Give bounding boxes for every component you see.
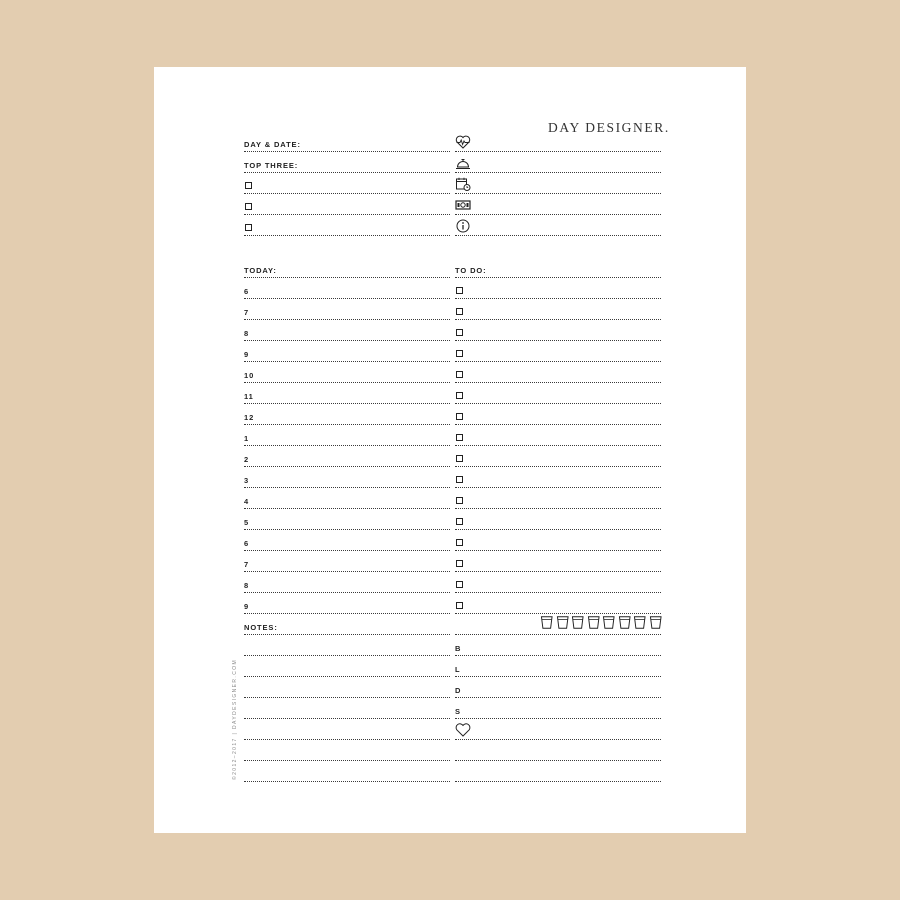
water-cup-icon[interactable] xyxy=(556,615,570,630)
hour-label: 11 xyxy=(244,391,254,401)
todo-checkbox[interactable] xyxy=(456,350,463,357)
hour-row[interactable] xyxy=(244,530,450,551)
meal-line-breakfast[interactable] xyxy=(455,635,661,656)
notes-line[interactable] xyxy=(244,740,450,761)
notes-line[interactable] xyxy=(244,719,450,740)
top-three-label: TOP THREE: xyxy=(244,160,299,170)
hour-row[interactable] xyxy=(244,446,450,467)
water-cup-icon[interactable] xyxy=(649,615,663,630)
todo-checkbox[interactable] xyxy=(456,287,463,294)
meal-line-dinner[interactable] xyxy=(455,677,661,698)
todo-item[interactable] xyxy=(455,467,661,488)
hour-row[interactable] xyxy=(244,383,450,404)
top-three-checkbox-1[interactable] xyxy=(245,182,252,189)
calendar-clock-icon xyxy=(455,177,471,191)
hour-label: 4 xyxy=(244,496,250,506)
todo-checkbox[interactable] xyxy=(456,329,463,336)
info-line[interactable] xyxy=(455,215,661,236)
hour-row[interactable] xyxy=(244,551,450,572)
todo-item[interactable] xyxy=(455,425,661,446)
todo-checkbox[interactable] xyxy=(456,392,463,399)
water-cup-icon[interactable] xyxy=(587,615,601,630)
todo-item[interactable] xyxy=(455,551,661,572)
schedule-line[interactable] xyxy=(455,173,661,194)
todo-checkbox[interactable] xyxy=(456,413,463,420)
hour-row[interactable] xyxy=(244,404,450,425)
notes-line[interactable] xyxy=(455,761,661,782)
hour-row[interactable] xyxy=(244,425,450,446)
notes-line[interactable] xyxy=(455,740,661,761)
hour-label: 3 xyxy=(244,475,250,485)
todo-item[interactable] xyxy=(455,278,661,299)
meal-label: B xyxy=(455,643,462,653)
water-cup-icon[interactable] xyxy=(602,615,616,630)
notes-line[interactable] xyxy=(244,677,450,698)
todo-checkbox[interactable] xyxy=(456,476,463,483)
water-cup-icon[interactable] xyxy=(540,615,554,630)
hour-label: 7 xyxy=(244,307,250,317)
hour-row[interactable] xyxy=(244,320,450,341)
hour-label: 2 xyxy=(244,454,250,464)
hour-label: 1 xyxy=(244,433,250,443)
hour-label: 6 xyxy=(244,538,250,548)
todo-item[interactable] xyxy=(455,593,661,614)
top-three-checkbox-3[interactable] xyxy=(245,224,252,231)
info-icon xyxy=(455,219,471,233)
todo-checkbox[interactable] xyxy=(456,455,463,462)
hour-row[interactable] xyxy=(244,278,450,299)
todo-header-line xyxy=(455,257,661,278)
todo-item[interactable] xyxy=(455,341,661,362)
todo-checkbox[interactable] xyxy=(456,581,463,588)
meal-label: L xyxy=(455,664,461,674)
todo-item[interactable] xyxy=(455,488,661,509)
todo-item[interactable] xyxy=(455,572,661,593)
today-label: TODAY: xyxy=(244,265,277,275)
todo-item[interactable] xyxy=(455,299,661,320)
notes-line[interactable] xyxy=(244,698,450,719)
todo-item[interactable] xyxy=(455,404,661,425)
heart-rate-icon xyxy=(455,135,471,149)
money-icon xyxy=(455,198,471,212)
hour-label: 10 xyxy=(244,370,255,380)
top-three-line[interactable] xyxy=(244,152,450,173)
hour-label: 12 xyxy=(244,412,255,422)
water-cup-icon[interactable] xyxy=(633,615,647,630)
hour-label: 5 xyxy=(244,517,250,527)
meal-label: S xyxy=(455,706,461,716)
hour-label: 9 xyxy=(244,601,250,611)
water-tracker xyxy=(540,615,662,631)
hour-label: 7 xyxy=(244,559,250,569)
top-three-item-1[interactable] xyxy=(244,173,450,194)
todo-checkbox[interactable] xyxy=(456,560,463,567)
todo-item[interactable] xyxy=(455,509,661,530)
copyright-text: ©2012–2017 | DAYDESIGNER.COM xyxy=(232,658,238,780)
todo-label: TO DO: xyxy=(455,265,487,275)
todo-checkbox[interactable] xyxy=(456,518,463,525)
brand-logo: DAY DESIGNER. xyxy=(548,120,670,135)
todo-item[interactable] xyxy=(455,530,661,551)
todo-checkbox[interactable] xyxy=(456,497,463,504)
top-three-checkbox-2[interactable] xyxy=(245,203,252,210)
meal-label: D xyxy=(455,685,462,695)
hour-row[interactable] xyxy=(244,362,450,383)
hour-label: 8 xyxy=(244,580,250,590)
gratitude-line[interactable] xyxy=(455,719,661,740)
todo-checkbox[interactable] xyxy=(456,371,463,378)
todo-checkbox[interactable] xyxy=(456,308,463,315)
health-line[interactable] xyxy=(455,131,661,152)
notes-line[interactable] xyxy=(244,656,450,677)
day-date-line[interactable] xyxy=(244,131,450,152)
todo-checkbox[interactable] xyxy=(456,434,463,441)
top-three-item-3[interactable] xyxy=(244,215,450,236)
notes-line[interactable] xyxy=(244,761,450,782)
meal-line-snack[interactable] xyxy=(455,698,661,719)
notes-line[interactable] xyxy=(244,635,450,656)
budget-line[interactable] xyxy=(455,194,661,215)
water-cup-icon[interactable] xyxy=(571,615,585,630)
hour-label: 6 xyxy=(244,286,250,296)
hour-label: 8 xyxy=(244,328,250,338)
todo-checkbox[interactable] xyxy=(456,602,463,609)
service-bell-icon xyxy=(455,156,471,170)
hour-row[interactable] xyxy=(244,509,450,530)
hour-row[interactable] xyxy=(244,572,450,593)
hour-label: 9 xyxy=(244,349,250,359)
water-cup-icon[interactable] xyxy=(618,615,632,630)
heart-icon xyxy=(455,723,471,737)
dinner-line[interactable] xyxy=(455,152,661,173)
hour-row[interactable] xyxy=(244,341,450,362)
day-date-label: DAY & DATE: xyxy=(244,139,301,149)
todo-checkbox[interactable] xyxy=(456,539,463,546)
todo-item[interactable] xyxy=(455,320,661,341)
todo-item[interactable] xyxy=(455,362,661,383)
today-header-line xyxy=(244,257,450,278)
todo-item[interactable] xyxy=(455,383,661,404)
hour-row[interactable] xyxy=(244,299,450,320)
todo-item[interactable] xyxy=(455,446,661,467)
hour-row[interactable] xyxy=(244,488,450,509)
hour-row[interactable] xyxy=(244,593,450,614)
notes-header-line[interactable] xyxy=(244,614,450,635)
hour-row[interactable] xyxy=(244,467,450,488)
top-three-item-2[interactable] xyxy=(244,194,450,215)
meal-line-lunch[interactable] xyxy=(455,656,661,677)
notes-label: NOTES: xyxy=(244,622,278,632)
